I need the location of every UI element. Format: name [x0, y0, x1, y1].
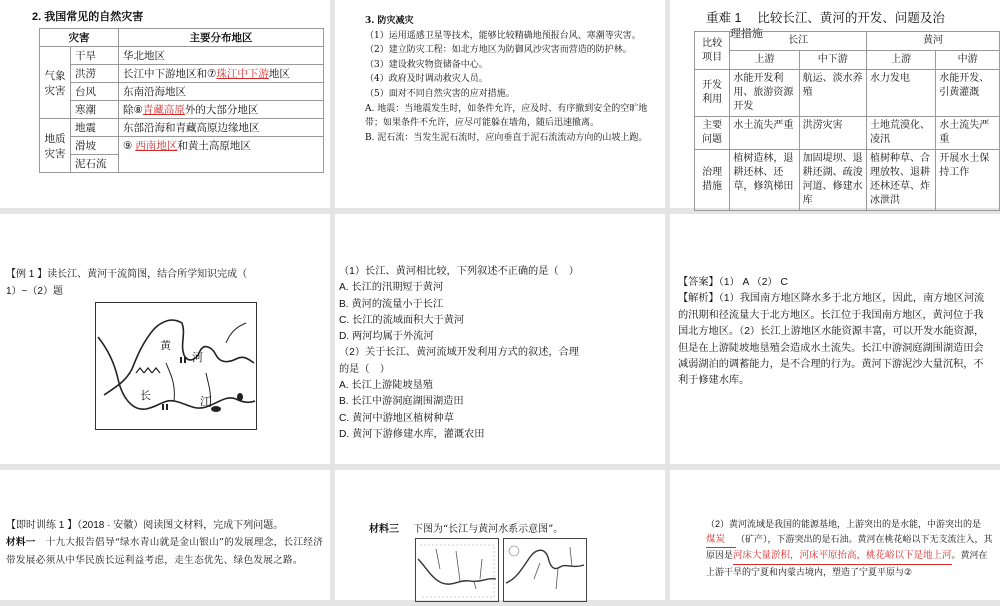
yangtze-system-map	[415, 538, 499, 602]
slide-natural-disasters[interactable]	[0, 0, 330, 208]
section-heading: 3. 防灾减灾	[365, 16, 414, 26]
answer-block	[678, 275, 990, 390]
answer-line	[678, 275, 990, 291]
table-cell: 加固堤坝、退耕还湖、疏浚河道、修建水库	[799, 150, 866, 211]
option-item: A. 长江上游陡坡垦殖	[339, 380, 433, 392]
border-line	[420, 545, 494, 597]
map-label-jiang: 江	[200, 395, 211, 408]
practice-text: （2018 · 安徽）阅读图文材料，完成下列问题。	[77, 520, 284, 531]
disaster-region: 华北地区	[119, 47, 324, 65]
slide-question-2[interactable]	[670, 470, 1000, 600]
map-label-he: 河	[192, 351, 203, 364]
text-line: （2）建立防灾工程：如北方地区为防御风沙灾害而营造的防护林。	[365, 45, 632, 56]
material-label: 材料三	[369, 524, 399, 535]
yellow-river-line	[104, 320, 254, 395]
comparison-table	[694, 31, 1000, 211]
question-text: （1）长江、黄河相比较，下列叙述不正确的是（ ）	[339, 266, 579, 277]
question-text: （矿产），下游突出的是石油。黄河在桃花峪以下无支流注入，其原因是	[706, 533, 993, 560]
question-text: 的是（ ）	[339, 363, 390, 375]
text-line: （5）面对不同自然灾害的应对措施。	[365, 88, 515, 99]
river-map	[95, 302, 257, 430]
text-line: B. 泥石流：当发生泥石流时，应向垂直于泥石流流动方向的山坡上跑。	[365, 132, 648, 143]
header-disaster: 灾害	[40, 29, 119, 47]
question-list	[339, 264, 657, 443]
text-line: （4）政府及时调动救灾人员。	[365, 74, 488, 85]
option-item: A. 长江的汛期短于黄河	[339, 282, 444, 294]
caption-text: 下图为“长江与黄河水系示意图”。	[413, 524, 564, 535]
table-cell: 水土流失严重	[936, 117, 1000, 150]
slide-title-continued: 理措施	[730, 28, 763, 40]
question-block	[706, 517, 996, 579]
table-cell: 土地荒漠化、凌汛	[867, 117, 936, 150]
table-cell: 水力发电	[867, 70, 936, 117]
group-meteorological: 气象灾害	[40, 47, 71, 119]
question-text: （2）黄河流域是我国的能源基地，上游突出的是水能，中游突出的是	[706, 519, 982, 529]
disaster-region: ⑨ 西南地区和黄土高原地区	[119, 137, 324, 173]
option-item: B. 黄河的流量小于长江	[339, 298, 444, 310]
practice-intro	[6, 517, 324, 534]
disaster-type: 地震	[71, 119, 119, 137]
material-text: 十九大报告倡导“绿水青山就是金山银山”的发展理念，长江经济带发展必须从中华民族长远利益考虑，走生态优先、绿色发展之路。	[6, 537, 324, 566]
disaster-region: 东南沿海地区	[119, 83, 324, 101]
question-text: 。黄河在上游干旱的宁夏和内蒙古境内，塑造了宁夏平原与②	[706, 550, 988, 577]
disaster-type: 寒潮	[71, 101, 119, 119]
table-cell: 植树种草、合理放牧、退耕还林还草、炸冰泄洪	[867, 150, 936, 211]
header-huanghe: 黄河	[867, 32, 1000, 51]
text-line: （3）建设救灾物资储备中心。	[365, 59, 488, 70]
subheader: 中下游	[799, 51, 866, 70]
text-line: A. 地震：当地震发生时，如条件允许，应及时、有序撤到安全的空旷地带；如果条件不允许，应尽可能躲在墙角，随后迅速撤离。	[365, 103, 648, 129]
material-caption	[369, 520, 563, 535]
yellow-river-system-map	[503, 538, 587, 602]
analysis-label: 【解析】	[678, 293, 719, 305]
material-label: 材料一	[6, 537, 36, 548]
slide-example-1[interactable]	[0, 214, 330, 464]
disaster-region: 长江中下游地区和⑦珠江中下游地区	[119, 65, 324, 83]
answer-label: 【答案】	[678, 277, 719, 288]
table-cell: 航运、淡水养殖	[799, 70, 866, 117]
river-line	[418, 559, 496, 584]
material-one	[6, 534, 324, 570]
table-cell: 植树造林，退耕还林、还草，修筑梯田	[730, 150, 799, 211]
dam-marker	[166, 404, 168, 410]
mountain-symbol	[136, 368, 160, 373]
table-cell: 洪涝灾害	[799, 117, 866, 150]
analysis-text: （1）我国南方地区降水多于北方地区，因此，南方地区河流的汛期和径流量大于北方地区。长江位于我国南方地区，黄河位于我国北方地区。（2）长江上游地区水能资源丰富，可以开发水能资源，但是在上游陡坡地垦殖会造成水土流失。长江中游洞庭湖围湖造田会减弱湖泊的调蓄能力，是不合理的行为。黄河下游泥沙大量沉积，不利于修建水库。	[678, 293, 985, 387]
dam-marker	[180, 357, 182, 363]
row-label: 主要问题	[695, 117, 730, 150]
question-text: （2）关于长江、黄河流域开发利用方式的叙述，合理	[339, 347, 579, 359]
answer-text: 珠江中下游	[216, 68, 269, 80]
yangtze-map-drawing	[416, 539, 498, 601]
lake-marker	[237, 393, 243, 401]
table-cell: 水能开发利用、旅游资源开发	[730, 70, 799, 117]
map-label-chang: 长	[140, 389, 151, 402]
disaster-type: 泥石流	[71, 155, 119, 173]
lake-marker	[211, 406, 221, 412]
header-region: 主要分布地区	[119, 29, 324, 47]
slide-title: 2. 我国常见的自然灾害	[32, 11, 144, 23]
tributary-line	[166, 363, 174, 401]
practice-label: 【即时训练 1 】	[6, 520, 78, 531]
text-line: （1）运用遥感卫星等技术，能够比较精确地预报台风、寒潮等灾害。	[365, 30, 641, 41]
disaster-region: 东部沿海和青藏高原边缘地区	[119, 119, 324, 137]
row-label: 治理措施	[695, 150, 730, 211]
disaster-type: 洪涝	[71, 65, 119, 83]
subheader: 中游	[936, 51, 1000, 70]
slide-river-comparison[interactable]	[670, 0, 1000, 208]
answer-text: 青藏高原	[142, 104, 185, 116]
text-line: 【例 1 】读长江、黄河干流简图，结合所学知识完成（	[6, 269, 248, 280]
slide-practice-1[interactable]	[0, 470, 330, 600]
table-cell: 水能开发、引黄灌溉	[936, 70, 1000, 117]
option-item: D. 两河均属于外流河	[339, 331, 434, 343]
answer-text: （1） A （2） C	[718, 277, 788, 288]
table-cell: 水土流失严重	[730, 117, 799, 150]
subheader: 上游	[730, 51, 799, 70]
question-stem	[6, 266, 306, 300]
group-geological: 地质灾害	[40, 119, 71, 173]
answer-blank-2: 河床大量淤积，河床平原抬高，桃花峪以下是地上河	[733, 549, 952, 565]
disaster-type: 干旱	[71, 47, 119, 65]
yangtze-river-line	[98, 337, 255, 409]
river-map-drawing	[96, 303, 256, 429]
header-item: 比较项目	[695, 32, 730, 70]
inset-marker	[509, 546, 519, 556]
map-label-huang: 黄	[160, 339, 171, 352]
yellow-river-map-drawing	[504, 539, 586, 601]
header-changjiang: 长江	[730, 32, 867, 51]
disaster-type: 台风	[71, 83, 119, 101]
slide-material-three[interactable]	[335, 470, 665, 600]
practice-block	[6, 517, 324, 570]
option-item: B. 长江中游洞庭湖围湖造田	[339, 396, 464, 408]
option-item: C. 长江的流域面积大于黄河	[339, 314, 465, 326]
dam-marker	[162, 404, 164, 410]
slide-body	[365, 14, 657, 145]
tributary-line	[226, 323, 246, 343]
option-item: D. 黄河下游修建水库，灌溉农田	[339, 428, 485, 440]
row-label: 开发利用	[695, 70, 730, 117]
slide-disaster-prevention[interactable]	[335, 0, 665, 208]
table-cell: 开展水土保持工作	[936, 150, 1000, 211]
disaster-region: 除⑧青藏高原外的大部分地区	[119, 101, 324, 119]
text-line: 1）~（2）题	[6, 286, 63, 297]
answer-blank-1: 煤炭	[706, 533, 736, 549]
dam-marker	[184, 357, 186, 363]
analysis-line	[678, 291, 990, 389]
disaster-table	[39, 28, 324, 173]
slide-answer-analysis[interactable]	[670, 214, 1000, 464]
option-item: C. 黄河中游地区植树种草	[339, 412, 454, 424]
slide-example-questions[interactable]	[335, 214, 665, 464]
disaster-type: 滑坡	[71, 137, 119, 155]
subheader: 上游	[867, 51, 936, 70]
slide-title: 重难 1 比较长江、黄河的开发、问题及治	[706, 11, 945, 25]
answer-text: 西南地区	[135, 140, 178, 152]
